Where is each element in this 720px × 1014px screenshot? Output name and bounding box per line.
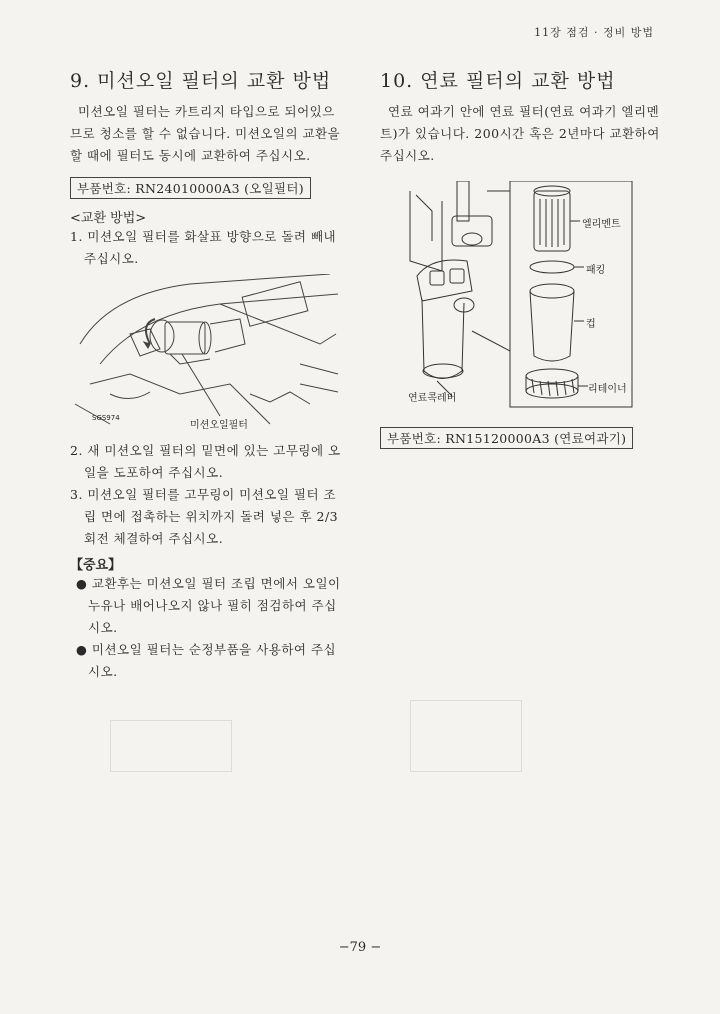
page-number: −79 − — [338, 940, 382, 955]
label-packing: 패킹 — [586, 265, 606, 276]
part-number-box: 부품번호: RN24010000A3 (오일필터) — [70, 177, 311, 199]
chapter-header: 11장 점검 · 정비 방법 — [534, 26, 654, 39]
figure-code: SGS974 — [92, 414, 120, 422]
bleed-through-mark — [410, 700, 522, 772]
bleed-through-mark — [110, 720, 232, 772]
step-2: 2. 새 미션오일 필터의 밑면에 있는 고무링에 오일을 도포하여 주십시오. — [70, 443, 341, 480]
step-1: 1. 미션오일 필터를 화살표 방향으로 돌려 빼내 주십시오. — [70, 229, 337, 266]
important-heading: 【중요】 — [70, 558, 122, 573]
left-column — [70, 66, 346, 683]
figure-label-mission-filter: 미션오일필터 — [190, 420, 248, 431]
step-3: 3. 미션오일 필터를 고무링이 미션오일 필터 조립 면에 접촉하는 위치까지 돌려 넣은 후 2/3 회전 체결하여 주십시오. — [70, 487, 339, 546]
right-column — [380, 66, 660, 449]
important-bullet-1: ● 교환후는 미션오일 필터 조립 면에서 오일이 누유나 배어나오지 않나 필히 점검하여 주십시오. — [76, 576, 341, 635]
figure-mission-filter — [70, 274, 340, 432]
section-title-fuel-filter: 10. 연료 필터의 교환 방법 — [380, 70, 616, 92]
label-fuel-cock-lever: 연료콕레버 — [408, 393, 457, 404]
part-number-box-fuel: 부품번호: RN15120000A3 (연료여과기) — [380, 427, 633, 449]
important-bullet-2: ● 미션오일 필터는 순정부품을 사용하여 주십시오. — [76, 642, 337, 679]
label-element: 엘리멘트 — [582, 219, 621, 230]
mission-filter-illustration — [70, 274, 340, 432]
figure-fuel-filter — [402, 181, 642, 417]
method-heading: <교환 방법> — [70, 211, 147, 226]
section-title-mission-filter: 9. 미션오일 필터의 교환 방법 — [70, 70, 332, 92]
section-intro: 미션오일 필터는 카트리지 타입으로 되어있으므로 청소를 할 수 없습니다. 미션오일의 교환을 할 때에 필터도 동시에 교환하여 주십시오. — [70, 104, 341, 163]
label-retainer: 리테이너 — [588, 380, 627, 395]
label-cup: 컵 — [586, 319, 596, 330]
section-intro-fuel: 연료 여과기 안에 연료 필터(연료 여과기 엘리멘트)가 있습니다. 200시간 혹은 2년마다 교환하여 주십시오. — [380, 104, 660, 163]
